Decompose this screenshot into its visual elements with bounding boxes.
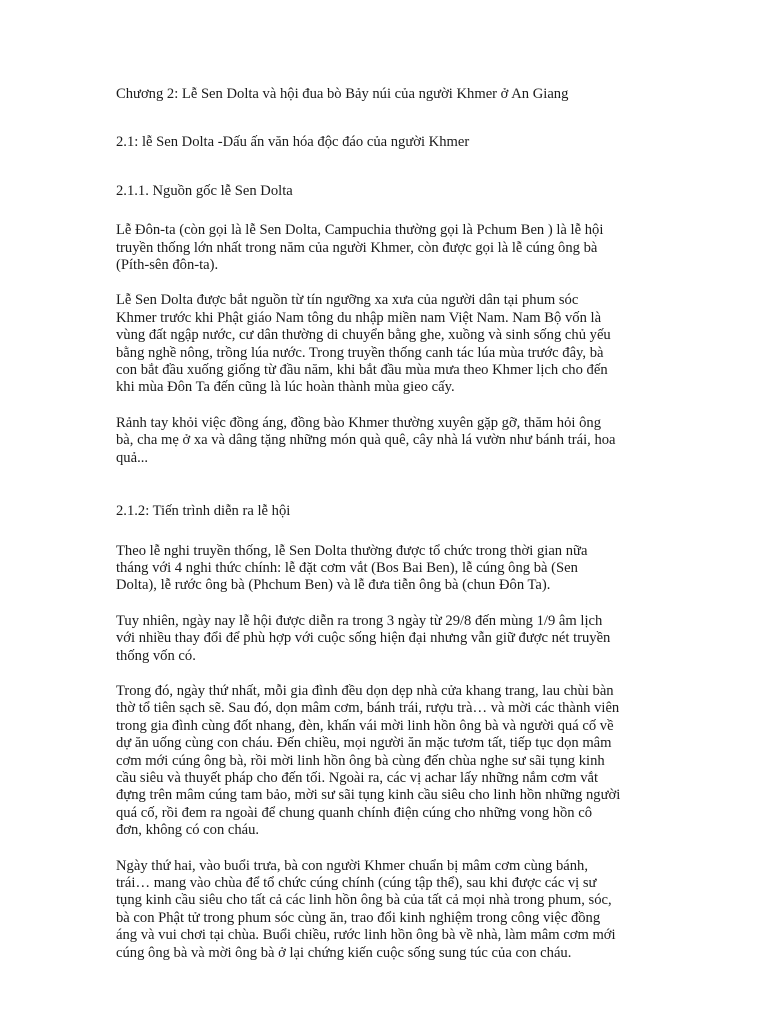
paragraph-6: [116, 683, 636, 840]
section-title: [116, 134, 636, 151]
chapter-title-text: Chương 2: Lễ Sen Dolta và hội đua bò Bảy núi của người Khmer ở An Giang: [116, 86, 569, 102]
text-line: trái… mang vào chùa để tổ chức cúng chính (cúng tập thể), sau khi được các vị sư: [116, 875, 597, 891]
text-line: áng và vui chơi tại chùa. Buổi chiều, rước linh hồn ông bà về nhà, làm mâm cơm mới: [116, 927, 616, 944]
text-line: (Píth-sên đôn-ta).: [116, 257, 219, 274]
subsection-title-process-text: 2.1.2: Tiến trình diễn ra lễ hội: [116, 503, 291, 520]
text-line: con bắt đầu xuống giống từ đầu năm, khi bắt đầu mùa mưa theo Khmer lịch cho đến: [116, 362, 608, 379]
text-line: bằng nghề nông, trồng lúa nước. Trong truyền thống canh tác lúa mùa trước đây, bà: [116, 344, 604, 361]
text-line: tụng kinh cầu siêu cho tất cả các linh hồn ông bà của tất cả mọi nhà trong phum, sóc,: [116, 892, 612, 909]
subsection-title-process: [116, 503, 636, 520]
paragraph-5: [116, 613, 636, 665]
text-line: cơm mới cúng ông bà, rồi mời linh hồn ông bà cùng đến chùa nghe sư sãi tụng kinh: [116, 752, 605, 769]
text-line: Lễ Đôn-ta (còn gọi là lễ Sen Dolta, Campuchia thường gọi là Pchum Ben ) là lễ hội: [116, 222, 604, 239]
paragraph-3: [116, 415, 636, 467]
paragraph-7: [116, 858, 636, 962]
text-line: Ngày thứ hai, vào buổi trưa, bà con người Khmer chuẩn bị mâm cơm cùng bánh,: [116, 857, 588, 874]
text-line: cầu siêu và thuyết pháp cho đến tối. Ngoài ra, các vị achar lấy những nắm cơm vắt: [116, 769, 599, 786]
paragraph-4: [116, 543, 636, 595]
text-line: vùng đất ngập nước, cư dân thường di chuyển bằng ghe, xuồng và sinh sống chủ yếu: [116, 327, 611, 344]
text-line: tháng với 4 nghi thức chính: lễ đặt cơm vắt (Bos Bai Ben), lễ cúng ông bà (Sen: [116, 559, 578, 576]
text-line: bà, cha mẹ ở xa và dâng tặng những món quà quê, cây nhà lá vườn như bánh trái, hoa: [116, 432, 616, 449]
text-line: thống vốn có.: [116, 647, 196, 664]
text-line: Trong đó, ngày thứ nhất, mỗi gia đình đều dọn dẹp nhà cửa khang trang, lau chùi bàn: [116, 682, 614, 699]
text-line: Lễ Sen Dolta được bắt nguồn từ tín ngưỡng xa xưa của người dân tại phum sóc: [116, 292, 579, 309]
text-line: đựng trên mâm cúng tam bảo, mời sư sãi tụng kinh cầu siêu cho linh hồn những người: [116, 787, 621, 804]
document-page: [116, 86, 636, 980]
text-line: trong gia đình cùng đốt nhang, đèn, khấn vái mời linh hồn ông bà và người quá cố về: [116, 717, 614, 734]
text-line: Theo lễ nghi truyền thống, lễ Sen Dolta thường được tổ chức trong thời gian nữa: [116, 542, 588, 559]
section-title-text: 2.1: lễ Sen Dolta -Dấu ấn văn hóa độc đáo của người Khmer: [116, 134, 470, 151]
text-line: khi mùa Đôn Ta đến cũng là lúc hoàn thành mùa gieo cấy.: [116, 379, 455, 396]
paragraph-1: [116, 222, 636, 274]
text-line: đơn, không có con cháu.: [116, 822, 260, 839]
subsection-title-origin-text: 2.1.1. Nguồn gốc lễ Sen Dolta: [116, 182, 293, 199]
text-line: dự ăn uống cùng con cháu. Đến chiều, mọi người ăn mặc tươm tất, tiếp tục dọn mâm: [116, 735, 612, 752]
text-line: quá cố, rồi đem ra ngoài để chung quanh chính điện cúng cho những vong hồn cô: [116, 804, 593, 821]
text-line: thờ tổ tiên sạch sẽ. Sau đó, dọn mâm cơm, bánh trái, rượu trà… và mời các thành viên: [116, 700, 620, 717]
text-line: Tuy nhiên, ngày nay lễ hội được diễn ra trong 3 ngày từ 29/8 đến mùng 1/9 âm lịch: [116, 612, 603, 629]
text-line: Dolta), lễ rước ông bà (Phchum Ben) và lễ đưa tiễn ông bà (chun Đôn Ta).: [116, 577, 551, 594]
chapter-title: [116, 86, 636, 103]
paragraph-2: [116, 292, 636, 396]
text-line: truyền thống lớn nhất trong năm của người Khmer, còn được gọi là lễ cúng ông bà: [116, 239, 598, 256]
text-line: Khmer trước khi Phật giáo Nam tông du nhập miền nam Việt Nam. Nam Bộ vốn là: [116, 309, 602, 326]
text-line: cúng ông bà và mời ông bà ở lại chứng kiến cuộc sống sung túc của con cháu.: [116, 944, 572, 961]
text-line: Rảnh tay khỏi việc đồng áng, đồng bào Khmer thường xuyên gặp gỡ, thăm hỏi ông: [116, 414, 601, 431]
text-line: quả...: [116, 449, 149, 466]
text-line: bà con Phật tử trong phum sóc cùng ăn, trao đổi kinh nghiệm trong công việc đồng: [116, 909, 601, 926]
text-line: với nhiều thay đổi để phù hợp với cuộc sống hiện đại nhưng vẫn giữ được nét truyền: [116, 630, 611, 647]
subsection-title-origin: [116, 183, 636, 200]
